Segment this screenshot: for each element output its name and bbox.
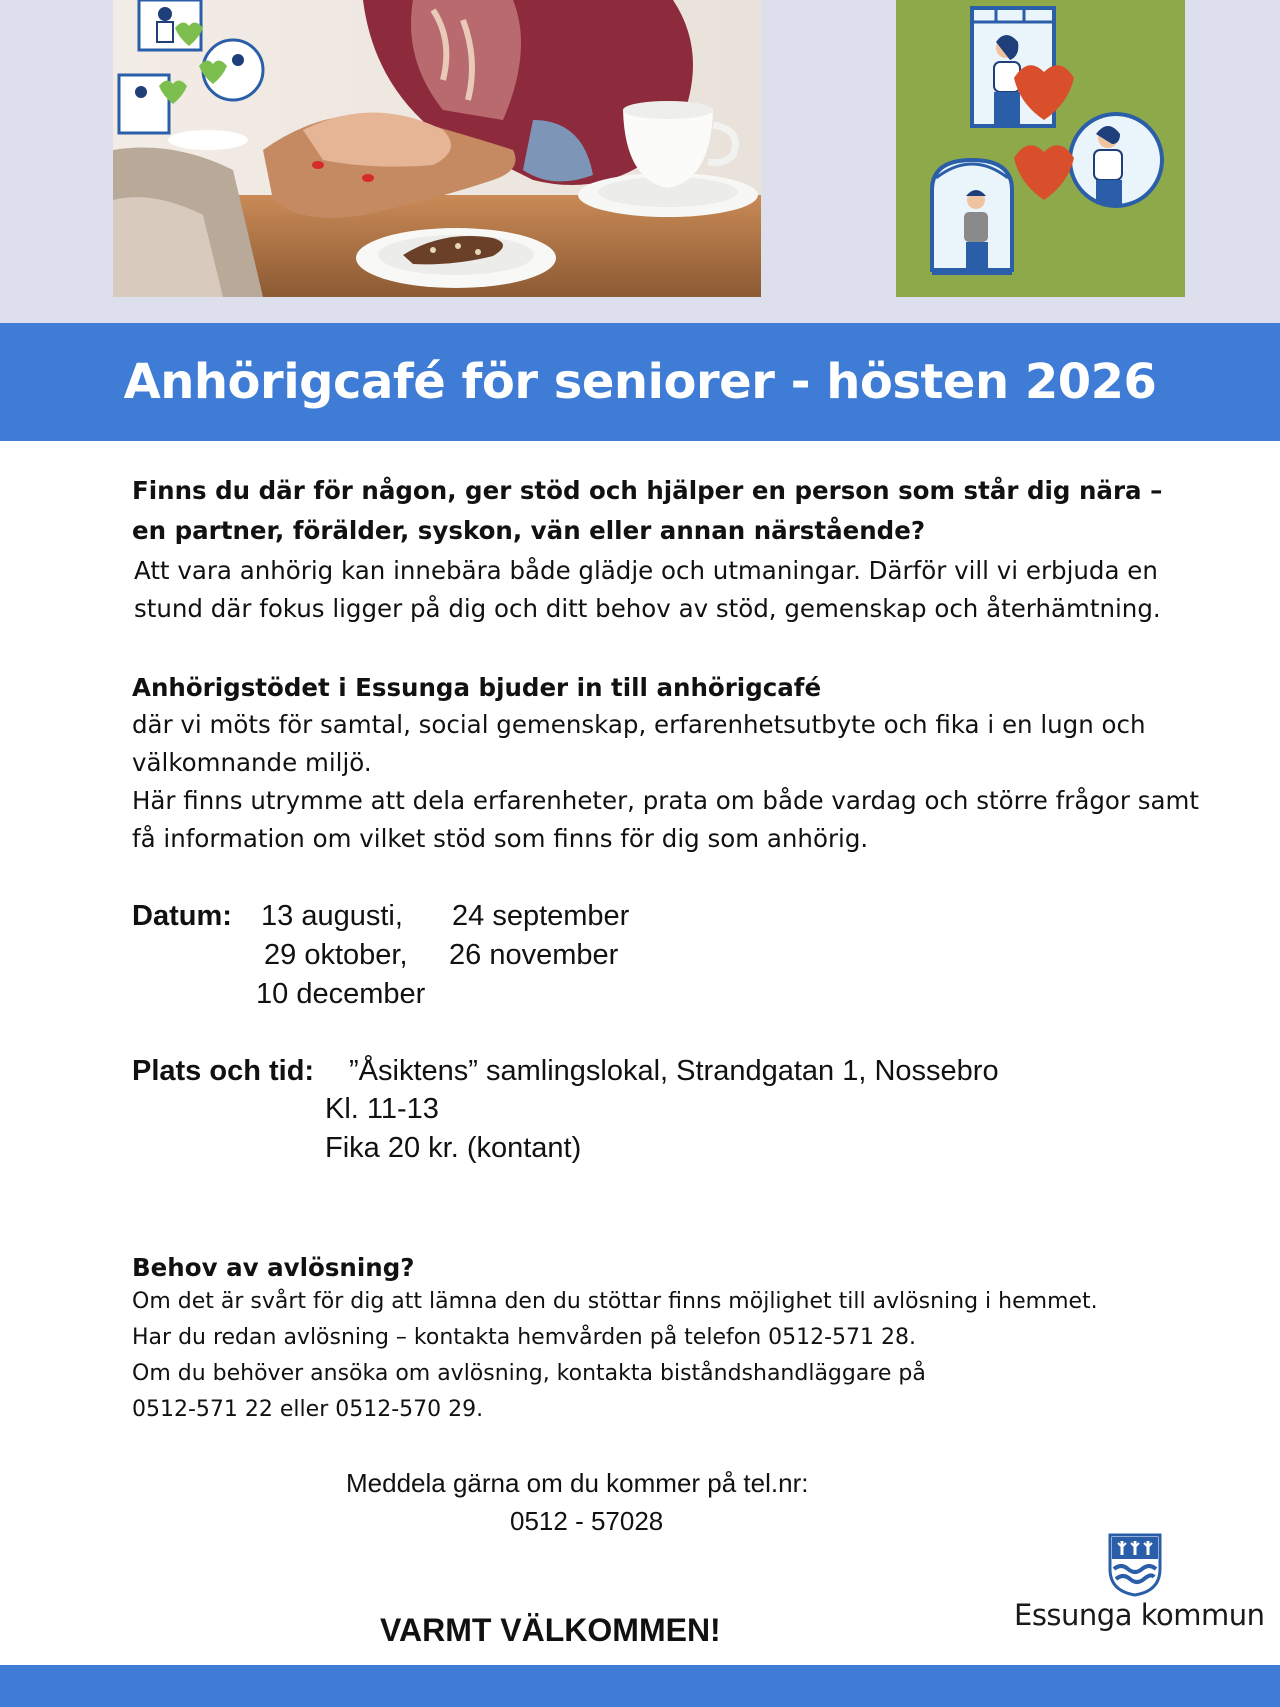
relief-line-2: Har du redan avlösning – kontakta hemvården på telefon 0512-571 28. [132,1325,917,1350]
invite-text-2: Här finns utrymme att dela erfarenheter, prata om både vardag och större frågor samt få information om vilket stöd som finns för dig som anhörig. [132,786,1199,853]
invite-heading: Anhörigstödet i Essunga bjuder in till anhörigcafé [132,673,822,702]
venue-label: Plats och tid: [132,1055,315,1087]
date-item: 24 september [452,900,630,932]
intro-question: Finns du där för någon, ger stöd och hjälper en person som står dig nära – en partner, förälder, syskon, vän eller annan närstående? [132,476,1163,545]
support-illustration [896,0,1185,297]
relief-line-3: Om du behöver ansöka om avlösning, kontakta biståndshandläggare på [132,1361,926,1386]
relief-line-4: 0512-571 22 eller 0512-570 29. [132,1397,484,1422]
date-item: 26 november [449,939,619,971]
closing-text: VARMT VÄLKOMMEN! [380,1612,721,1648]
venue-fika: Fika 20 kr. (kontant) [325,1132,582,1164]
logo-text: Essunga kommun [1014,1598,1265,1632]
contact-phone: 0512 - 57028 [510,1506,664,1536]
date-item: 13 augusti, [261,900,403,932]
dates-label: Datum: [132,900,232,932]
intro-body: Att vara anhörig kan innebära både glädje och utmaningar. Därför vill vi erbjuda en stund där fokus ligger på dig och ditt behov av stöd, gemenskap och återhämtning. [134,556,1161,623]
cafe-photo [113,0,761,297]
contact-text: Meddela gärna om du kommer på tel.nr: [346,1468,809,1498]
venue-time: Kl. 11-13 [325,1093,439,1125]
title-banner [0,323,1280,441]
coat-of-arms-icon [1108,1533,1162,1601]
relief-line-1: Om det är svårt för dig att lämna den du stöttar finns möjlighet till avlösning i hemmet. [132,1289,1098,1314]
footer-band [0,1665,1280,1707]
invite-text-1: där vi möts för samtal, social gemenskap, erfarenhetsutbyte och fika i en lugn och välkomnande miljö. [132,710,1146,777]
venue-place: ”Åsiktens” samlingslokal, Strandgatan 1, Nossebro [349,1055,999,1087]
relief-heading: Behov av avlösning? [132,1253,415,1282]
date-item: 10 december [256,978,426,1010]
date-item: 29 oktober, [264,939,408,971]
page-title: Anhörigcafé för seniorer - hösten 2026 [123,354,1157,410]
